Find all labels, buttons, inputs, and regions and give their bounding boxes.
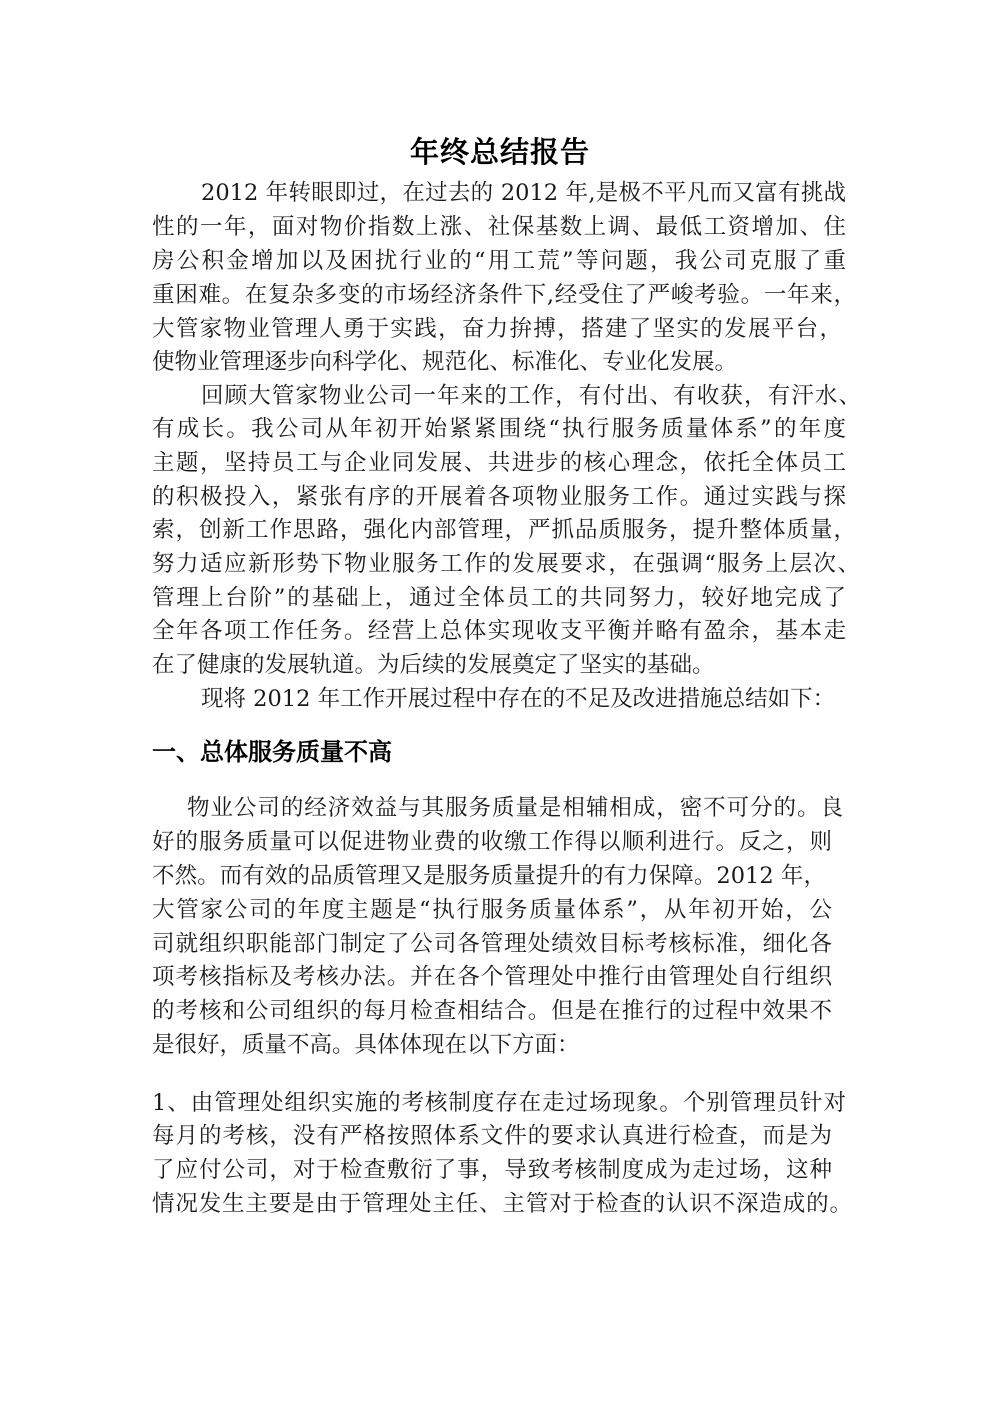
paragraph-line: 物业公司的经济效益与其服务质量是相辅相成，密不可分的。良 xyxy=(187,795,843,821)
paragraph-line: 管理上台阶”的基础上，通过全体员工的共同努力，较好地完成了 xyxy=(152,585,846,611)
paragraph-line: 性的一年，面对物价指数上涨、社保基数上调、最低工资增加、住 xyxy=(152,214,846,240)
document-title: 年终总结报告 xyxy=(409,135,590,169)
paragraph-line: 有成长。我公司从年初开始紧紧围绕“执行服务质量体系”的年度 xyxy=(152,416,846,442)
paragraph-line: 回顾大管家物业公司一年来的工作，有付出、有收获，有汗水、 xyxy=(201,383,861,409)
paragraph-line: 项考核指标及考核办法。并在各个管理处中推行由管理处自行组织 xyxy=(152,964,832,990)
paragraph-line: 主题，坚持员工与企业同发展、共进步的核心理念，依托全体员工 xyxy=(152,450,846,476)
paragraph-line: 的考核和公司组织的每月检查相结合。但是在推行的过程中效果不 xyxy=(152,998,832,1024)
paragraph-line: 索，创新工作思路，强化内部管理，严抓品质服务，提升整体质量， xyxy=(152,517,856,543)
paragraph-line: 大管家物业管理人勇于实践，奋力拚搏，搭建了坚实的发展平台， xyxy=(152,316,842,342)
paragraph-line: 房公积金增加以及困扰行业的“用工荒”等问题，我公司克服了重 xyxy=(152,248,846,274)
paragraph-line: 的积极投入，紧张有序的开展着各项物业服务工作。通过实践与探 xyxy=(152,484,846,510)
section-heading: 一、总体服务质量不高 xyxy=(152,738,392,766)
paragraph-line: 情况发生主要是由于管理处主任、主管对于检查的认识不深造成的。 xyxy=(152,1191,852,1217)
paragraph-line: 2012 年转眼即过，在过去的 2012 年,是极不平凡而又富有挑战 xyxy=(201,180,846,206)
paragraph-line: 了应付公司，对于检查敷衍了事，导致考核制度成为走过场，这种 xyxy=(152,1157,832,1183)
paragraph-line: 是很好，质量不高。具体体现在以下方面： xyxy=(152,1032,580,1058)
paragraph-line: 好的服务质量可以促进物业费的收缴工作得以顺利进行。反之，则 xyxy=(152,829,832,855)
paragraph-line: 重困难。在复杂多变的市场经济条件下,经受住了严峻考验。一年来， xyxy=(152,282,856,308)
paragraph-line: 不然。而有效的品质管理又是服务质量提升的有力保障。2012 年， xyxy=(152,863,826,889)
paragraph-line: 努力适应新形势下物业服务工作的发展要求，在强调“服务上层次、 xyxy=(152,551,860,577)
paragraph-line: 1、由管理处组织实施的考核制度存在走过场现象。个别管理员针对 xyxy=(152,1090,846,1116)
paragraph-line: 现将 2012 年工作开展过程中存在的不足及改进措施总结如下： xyxy=(201,686,836,712)
paragraph-line: 全年各项工作任务。经营上总体实现收支平衡并略有盈余，基本走 xyxy=(152,618,846,644)
paragraph-line: 在了健康的发展轨道。为后续的发展奠定了坚实的基础。 xyxy=(152,652,715,678)
paragraph-line: 每月的考核，没有严格按照体系文件的要求认真进行检查，而是为 xyxy=(152,1123,832,1149)
paragraph-line: 使物业管理逐步向科学化、规范化、标准化、专业化发展。 xyxy=(152,349,738,375)
paragraph-line: 司就组织职能部门制定了公司各管理处绩效目标考核标准，细化各 xyxy=(152,931,832,957)
paragraph-line: 大管家公司的年度主题是“执行服务质量体系”，从年初开始，公 xyxy=(152,897,832,923)
